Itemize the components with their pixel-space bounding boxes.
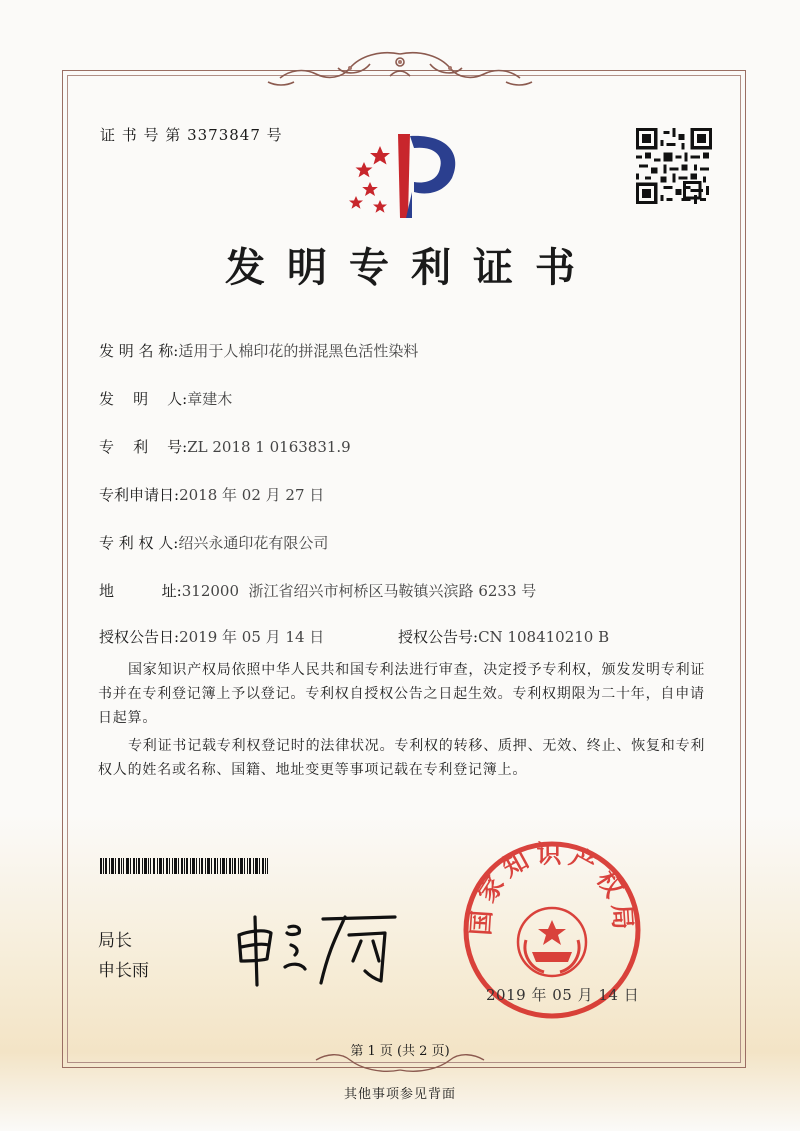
certificate-title: 发明专利证书	[225, 244, 597, 291]
filing-date-value: 2018 年 02 月 27 日	[179, 486, 325, 504]
address-value: 312000 浙江省绍兴市柯桥区马鞍镇兴滨路 6233 号	[181, 582, 537, 600]
director-title: 局长	[98, 931, 132, 951]
page-number: 第 1 页 (共 2 页)	[350, 1044, 450, 1059]
statement-paragraph-1: 国家知识产权局依照中华人民共和国专利法进行审查，决定授予专利权，颁发发明专利证书并在专利登记簿上予以登记。专利权自授权公告之日起生效。专利权期限为二十年，自申请日起算。	[98, 662, 706, 726]
grant-date-value: 2019 年 05 月 14 日	[179, 628, 325, 646]
grant-pub-number-label: 授权公告号:	[398, 628, 479, 646]
director-signature	[225, 905, 405, 990]
invention-name-label: 发 明 名 称:	[99, 342, 179, 360]
patent-office-logo-icon	[340, 126, 470, 226]
grant-date-label: 授权公告日:	[99, 628, 180, 646]
footer-note: 其他事项参见背面	[343, 1087, 456, 1102]
invention-name-value: 适用于人棉印花的拼混黑色活性染料	[178, 342, 419, 360]
seal-date: 2019 年 05 月 14 日	[486, 986, 640, 1004]
director-name: 申长雨	[98, 961, 149, 981]
address-label: 地 址:	[99, 582, 182, 600]
filing-date-row	[99, 484, 324, 505]
svg-text:国家知识产权局: 国家知识产权局	[466, 840, 638, 937]
patentee-row	[99, 532, 328, 553]
filing-date-label: 专利申请日:	[99, 486, 180, 504]
grant-date-row	[99, 626, 324, 647]
top-ornament-icon	[250, 46, 550, 90]
patent-number-value: ZL 2018 1 0163831.9	[187, 438, 351, 456]
grant-pub-number-row	[398, 626, 609, 647]
patent-number-label: 专 利 号:	[99, 438, 188, 456]
address-row	[99, 580, 536, 601]
patentee-value: 绍兴永通印花有限公司	[178, 534, 329, 552]
inventor-label: 发 明 人:	[99, 390, 188, 408]
invention-name-row	[99, 340, 418, 361]
grant-pub-number-value: CN 108410210 B	[478, 628, 610, 646]
inventor-row	[99, 388, 232, 409]
certificate-number: 证 书 号 第 3373847 号	[100, 126, 283, 144]
inventor-value: 章建木	[187, 390, 233, 408]
statement-paragraph-2: 专利证书记载专利权登记时的法律状况。专利权的转移、质押、无效、终止、恢复和专利权人的姓名或名称、国籍、地址变更等事项记载在专利登记簿上。	[98, 738, 706, 778]
patent-number-row	[99, 436, 351, 457]
patentee-label: 专 利 权 人:	[99, 534, 179, 552]
barcode-icon	[100, 858, 268, 874]
qr-code-icon	[636, 128, 712, 204]
